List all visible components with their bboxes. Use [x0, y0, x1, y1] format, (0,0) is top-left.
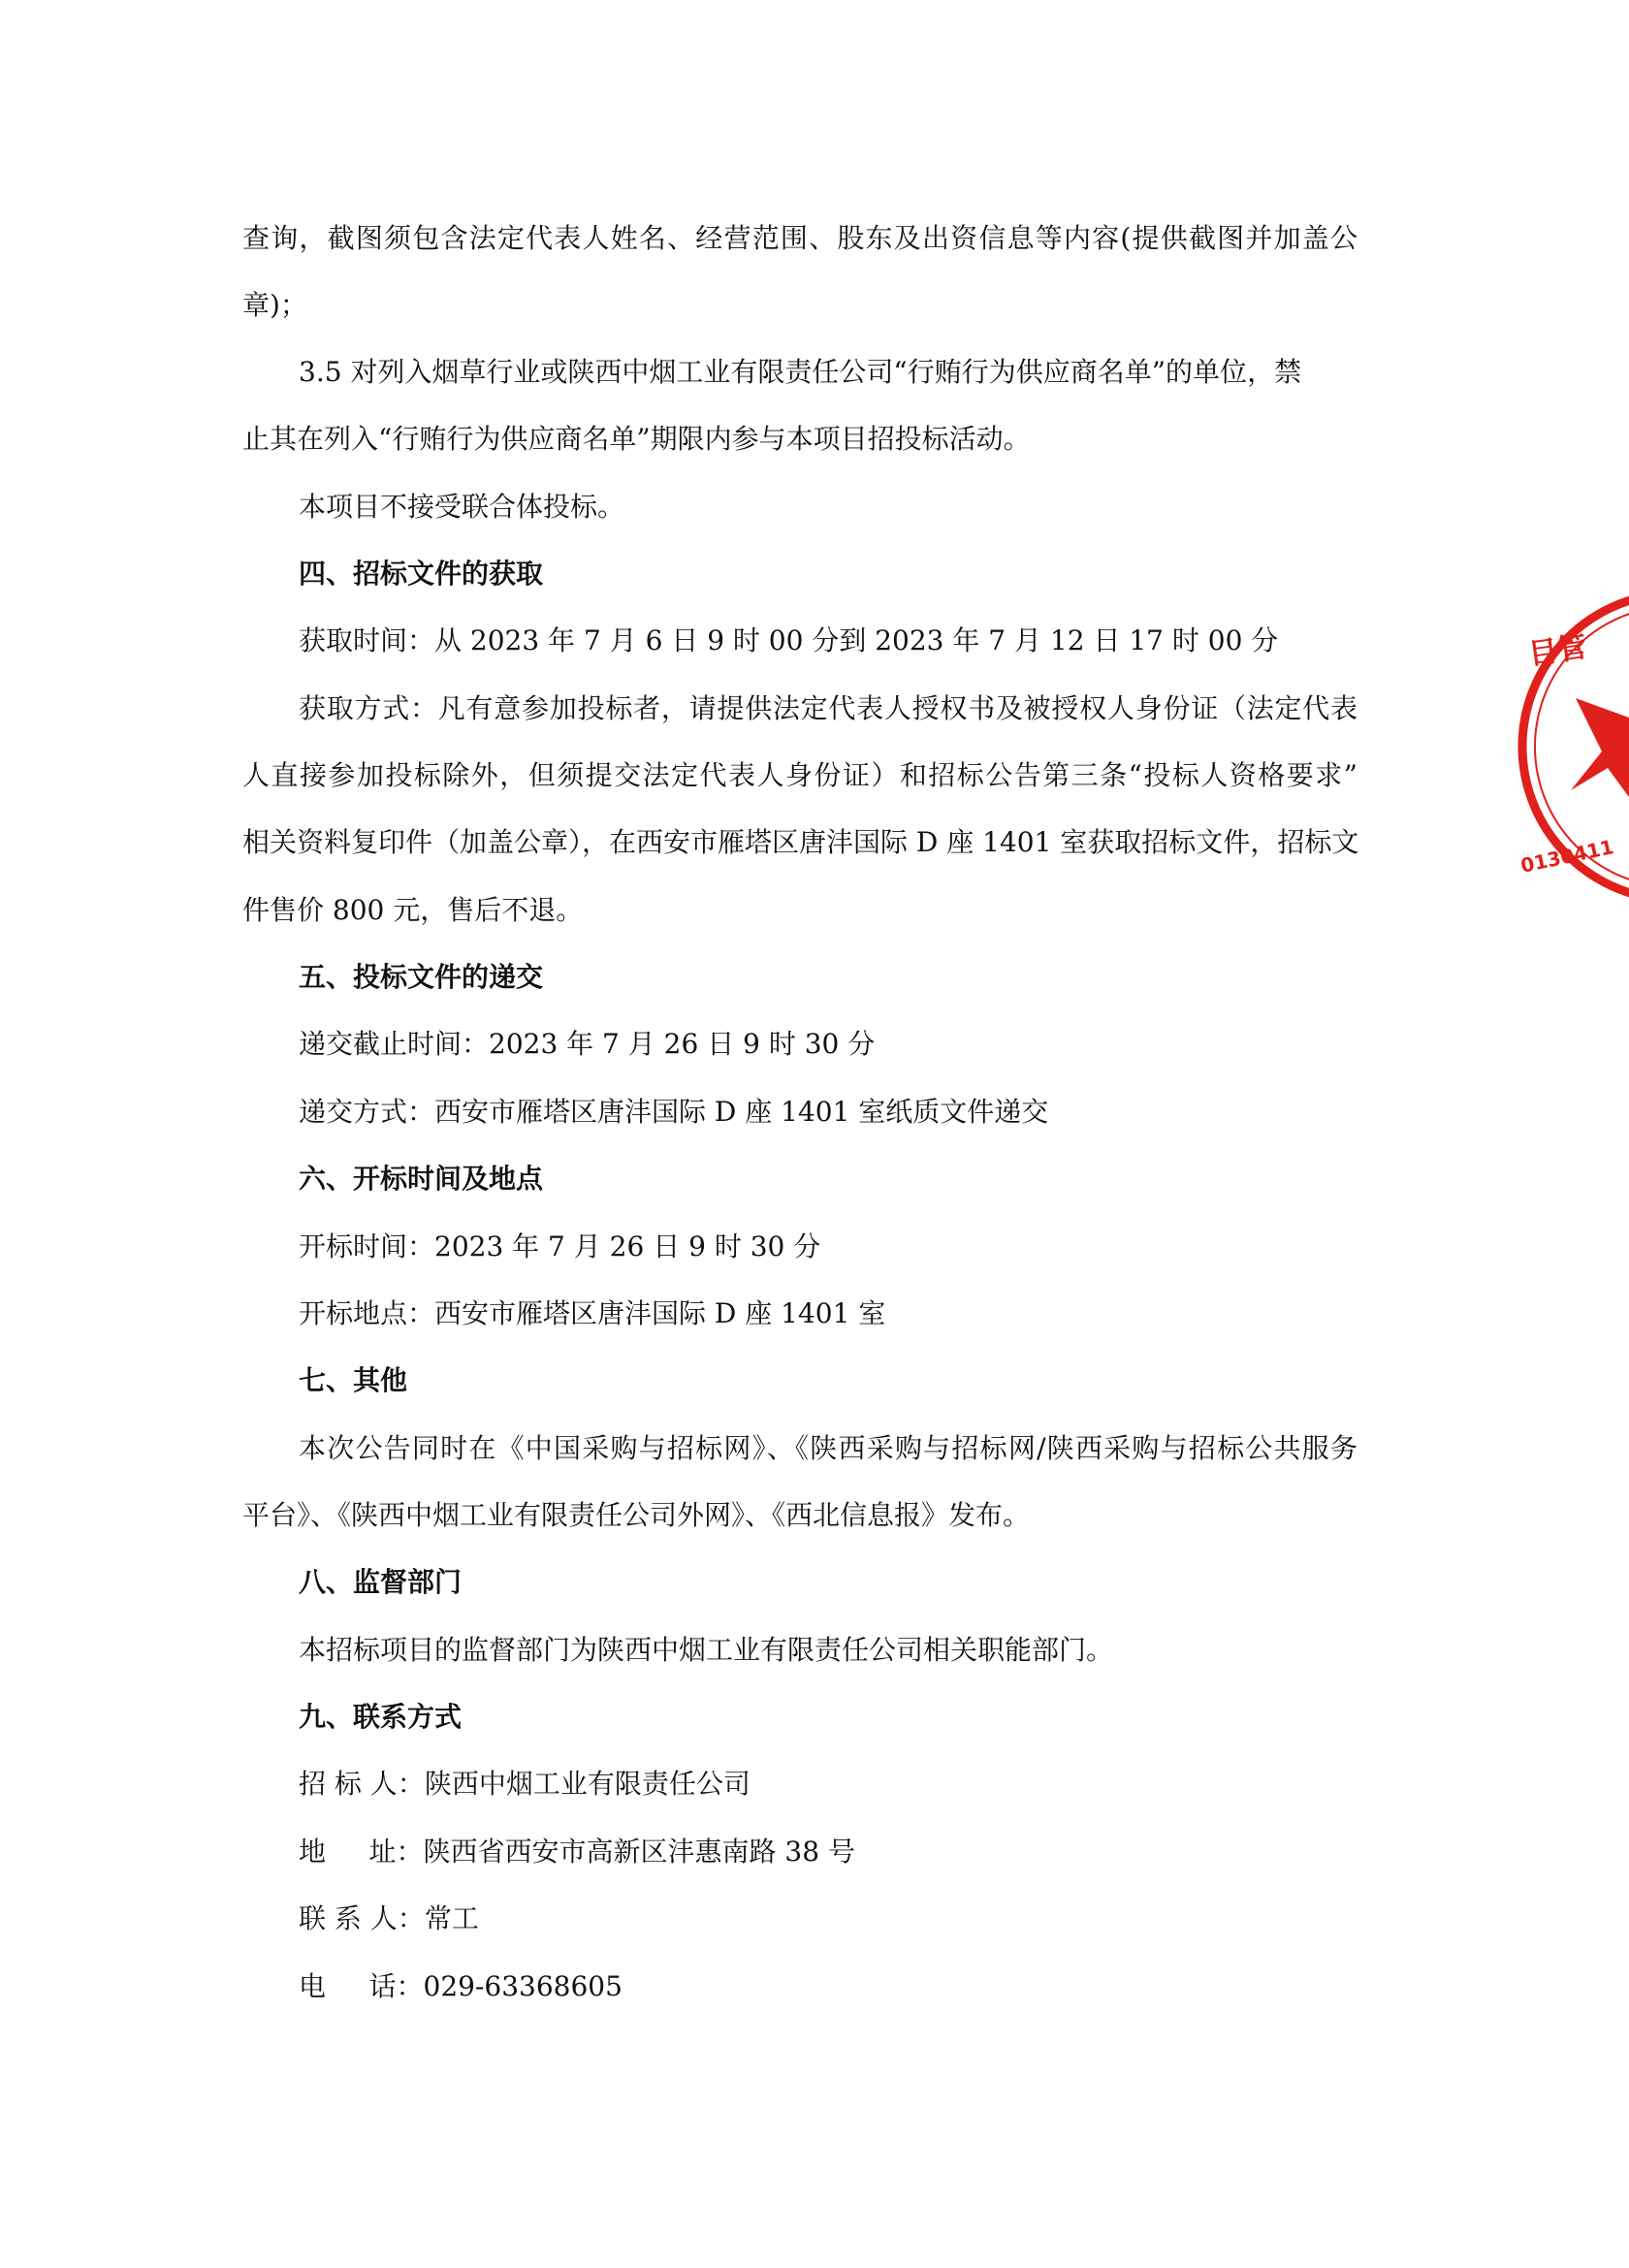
paragraph-line: 平台》、《陕西中烟工业有限责任公司外网》、《西北信息报》发布。: [242, 1499, 1031, 1531]
contact-row-person: [299, 1900, 1414, 1938]
section-heading: 七、其他: [299, 1364, 408, 1396]
contact-label: 联 系 人：: [299, 1902, 425, 1934]
paragraph-line: 人直接参加投标除外，但须提交法定代表人身份证）和招标公告第三条“投标人资格要求”: [242, 759, 1358, 791]
svg-text:0130411: 0130411: [1518, 835, 1616, 878]
paragraph-line: 件售价 800 元，售后不退。: [242, 894, 584, 926]
paragraph-line: 开标时间：2023 年 7 月 26 日 9 时 30 分: [299, 1230, 821, 1262]
paragraph-line: 开标地点：西安市雁塔区唐沣国际 D 座 1401 室: [299, 1297, 886, 1329]
section-heading: 五、投标文件的递交: [299, 961, 544, 993]
section-heading: 六、开标时间及地点: [299, 1163, 544, 1195]
contact-row-phone: [299, 1967, 1414, 2006]
company-seal: [1513, 582, 1629, 911]
contact-label: 电 话：: [299, 1970, 424, 2002]
contact-value: 029-63368605: [423, 1970, 623, 2002]
paragraph-line: 递交截止时间：2023 年 7 月 26 日 9 时 30 分: [299, 1028, 876, 1060]
paragraph-line: 本次公告同时在《中国采购与招标网》、《陕西采购与招标网/陕西采购与招标公共服务: [299, 1432, 1358, 1464]
contact-value: 陕西中烟工业有限责任公司: [424, 1768, 751, 1800]
contact-row-tenderer: [299, 1765, 1414, 1804]
paragraph-line: 获取时间：从 2023 年 7 月 6 日 9 时 00 分到 2023 年 7 月 12 日 17 时 00 分: [299, 624, 1279, 656]
paragraph-line: 相关资料复印件（加盖公章），在西安市雁塔区唐沣国际 D 座 1401 室获取招标文件，招标文: [242, 826, 1359, 858]
paragraph-line: 本招标项目的监督部门为陕西中烟工业有限责任公司相关职能部门。: [299, 1634, 1114, 1666]
paragraph-line: 止其在列入“行贿行为供应商名单”期限内参与本项目招投标活动。: [242, 423, 1031, 455]
paragraph-line: 3.5 对列入烟草行业或陕西中烟工业有限责任公司“行贿行为供应商名单”的单位，禁: [299, 356, 1302, 388]
paragraph-line: 获取方式：凡有意参加投标者，请提供法定代表人授权书及被授权人身份证（法定代表: [299, 692, 1358, 724]
contact-label: 招 标 人：: [299, 1768, 425, 1800]
contact-value: 陕西省西安市高新区沣惠南路 38 号: [423, 1836, 855, 1868]
paragraph-line: 查询，截图须包含法定代表人姓名、经营范围、股东及出资信息等内容(提供截图并加盖公: [242, 222, 1358, 254]
contact-label: 地 址：: [299, 1836, 424, 1868]
paragraph-line: 章)；: [242, 289, 307, 321]
section-heading: 九、联系方式: [299, 1701, 463, 1733]
contact-value: 常工: [424, 1902, 479, 1934]
paragraph-line: 本项目不接受联合体投标。: [299, 491, 625, 523]
section-heading: 四、招标文件的获取: [299, 558, 544, 590]
paragraph-line: 递交方式：西安市雁塔区唐沣国际 D 座 1401 室纸质文件递交: [299, 1096, 1049, 1128]
contact-row-address: [299, 1833, 1414, 1871]
svg-text:目管: 目管: [1526, 629, 1589, 672]
section-heading: 八、监督部门: [299, 1566, 463, 1598]
